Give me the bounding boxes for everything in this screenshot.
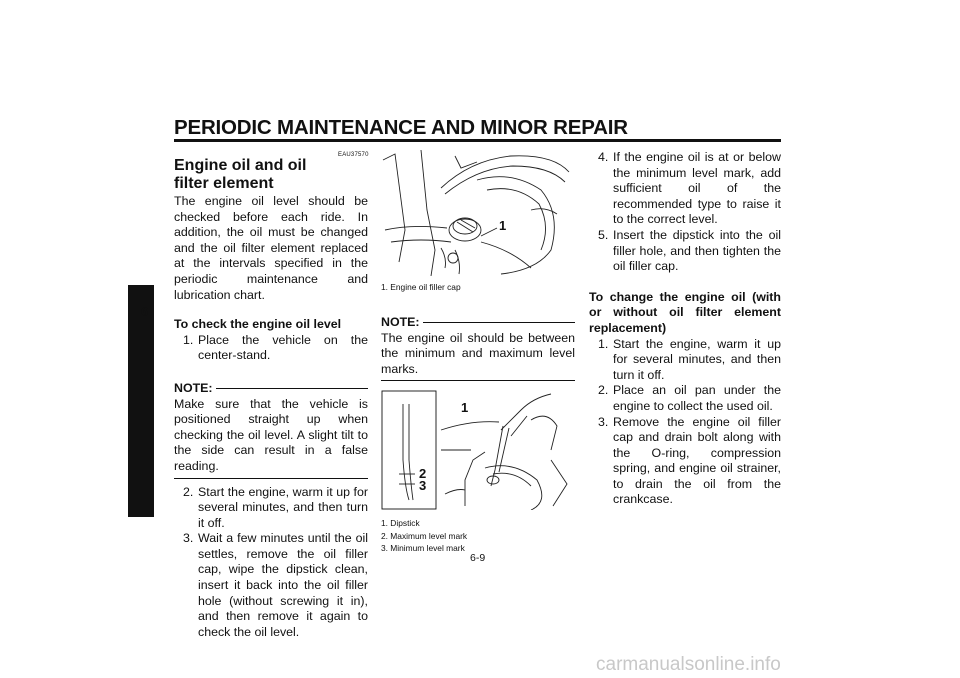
page-number: 6-9 xyxy=(470,552,486,564)
column-1 xyxy=(174,157,368,640)
column-3 xyxy=(589,150,781,508)
figure2-callout-2: 2 xyxy=(419,466,427,482)
note-box-1 xyxy=(174,381,368,479)
note-text-2: The engine oil should be between the minimum and maximum level marks. xyxy=(381,330,575,376)
page-header-title: PERIODIC MAINTENANCE AND MINOR REPAIR xyxy=(174,116,628,139)
step-5: 5. Insert the dipstick into the oil filler hole, and then tighten the oil filler cap. xyxy=(598,227,781,274)
step-4: 4. If the engine oil is at or below the minimum level mark, add sufficient oil of the recommended type to raise it to the correct level. xyxy=(598,150,781,227)
figure2-captions xyxy=(381,517,575,555)
caption-min-mark: 3. Minimum level mark xyxy=(381,543,465,554)
figure1-callout-1: 1 xyxy=(499,218,507,233)
change-step-2: 2. Place an oil pan under the engine to collect the used oil. xyxy=(598,383,781,413)
note-label: NOTE: xyxy=(174,380,213,395)
document-code: EAU37570 xyxy=(338,152,369,158)
change-step-1: 1. Start the engine, warm it up for several minutes, and then turn it off. xyxy=(598,336,781,382)
figure2-callout-3: 3 xyxy=(419,478,427,494)
caption-max-mark: 2. Maximum level mark xyxy=(381,530,468,541)
oil-filler-cap-illustration xyxy=(381,150,575,276)
dipstick-illustration xyxy=(381,390,575,510)
step-1: 1. Place the vehicle on the center-stand. xyxy=(183,332,368,363)
step-2: 2. Start the engine, warm it up for several minutes, and then turn it off. xyxy=(183,484,368,530)
caption-dipstick: 1. Dipstick xyxy=(381,518,420,529)
figure2-callout-1: 1 xyxy=(461,400,469,416)
change-heading: To change the engine oil (with or without oil filter element replacement) xyxy=(589,289,781,335)
watermark: carmanualsonline.info xyxy=(596,654,781,675)
step-3: 3. Wait a few minutes until the oil settles, remove the oil filler cap, wipe the dipstick clean, insert it back into the oil filler hole (without screwing it in), and then remove it again to check the oil level. xyxy=(183,531,368,639)
note-label-2: NOTE: xyxy=(381,315,420,330)
chapter-tab-label: 6 xyxy=(141,304,149,319)
change-step-3: 3. Remove the engine oil filler cap and drain bolt along with the O-ring, compression spring, and engine oil strainer, to drain the oil from the crankcase. xyxy=(598,414,781,507)
intro-paragraph: The engine oil level should be checked before each ride. In addition, the oil must be changed and the oil filter element replaced at the intervals specified in the periodic maintenance and lubrication chart. xyxy=(174,194,368,302)
note-box-2 xyxy=(381,315,575,381)
figure1-caption: 1. Engine oil filler cap xyxy=(381,281,461,292)
chapter-tab xyxy=(128,285,154,517)
section-title: Engine oil and oil filter element xyxy=(174,157,307,192)
check-heading: To check the engine oil level xyxy=(174,317,342,332)
header-rule xyxy=(174,139,781,142)
column-2 xyxy=(381,150,575,555)
note-text: Make sure that the vehicle is positioned straight up when checking the oil level. A slight tilt to the side can result in a false reading. xyxy=(174,396,368,473)
